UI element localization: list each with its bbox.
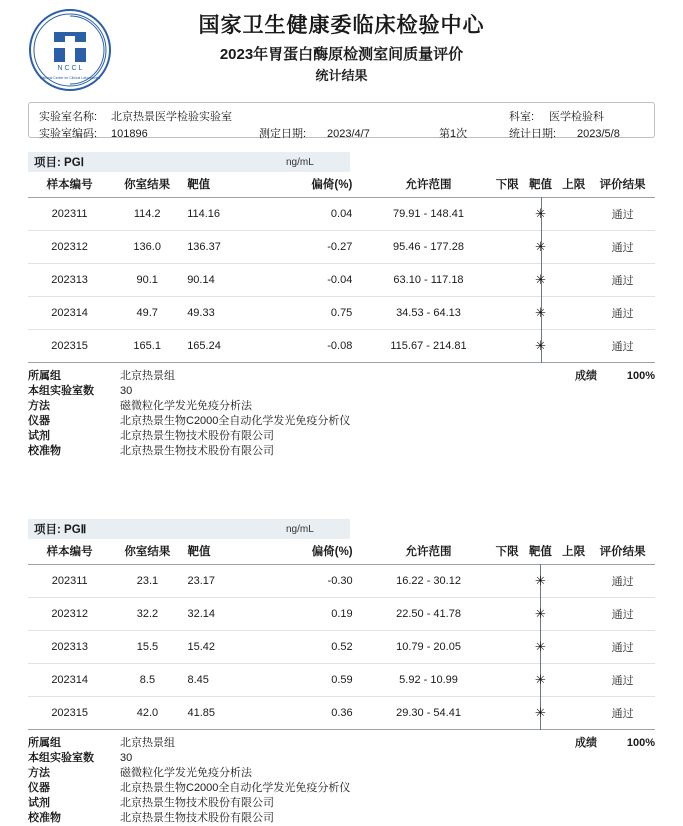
- table-header-row: [28, 539, 655, 565]
- lab-name-label: 实验室名称:: [39, 111, 98, 123]
- meta-value: 北京热景组: [120, 737, 175, 749]
- th-target-mark: 靶值: [524, 539, 557, 565]
- cell-high: [557, 198, 590, 231]
- th-high: 上限: [557, 172, 590, 198]
- meta-row: [28, 369, 655, 384]
- table-row: [28, 664, 655, 697]
- meta-key: 试剂: [28, 797, 50, 809]
- cell-sample: 202311: [28, 565, 111, 598]
- meta-value: 北京热景生物技术股份有限公司: [120, 812, 274, 824]
- cell-sample: 202315: [28, 330, 111, 363]
- cell-your-result: 136.0: [111, 231, 183, 264]
- cell-target: 32.14: [183, 598, 269, 631]
- th-target-mark: 靶值: [524, 172, 557, 198]
- results-table: [28, 539, 655, 730]
- stat-date-label: 统计日期:: [509, 128, 557, 140]
- meta-row: [28, 414, 655, 429]
- cell-evaluation: 通过: [590, 231, 655, 264]
- cell-target: 49.33: [183, 297, 269, 330]
- result-marker-icon: ✳: [534, 605, 546, 621]
- cell-low: [490, 664, 523, 697]
- cell-target-plot: [524, 198, 557, 231]
- item-bar: [28, 519, 350, 539]
- th-target: 靶值: [183, 539, 269, 565]
- meta-row: [28, 796, 655, 811]
- meta-row: [28, 751, 655, 766]
- result-marker-icon: ✳: [535, 205, 546, 221]
- result-section: [0, 152, 683, 505]
- meta-row: [28, 399, 655, 414]
- cell-evaluation: 通过: [590, 264, 655, 297]
- cell-high: [557, 231, 590, 264]
- meta-row: [28, 781, 655, 796]
- th-evaluation: 评价结果: [590, 539, 655, 565]
- cell-low: [491, 264, 524, 297]
- cell-bias: 0.59: [270, 664, 367, 697]
- cell-target-plot: [524, 598, 557, 631]
- cell-evaluation: 通过: [590, 631, 655, 664]
- cell-target: 114.16: [183, 198, 269, 231]
- result-marker-icon: ✳: [535, 238, 546, 254]
- th-evaluation: 评价结果: [590, 172, 655, 198]
- table-row: [28, 264, 655, 297]
- meta-value: 北京热景组: [120, 370, 175, 382]
- cell-sample: 202313: [28, 264, 111, 297]
- report-subtitle: 统计结果: [315, 68, 368, 83]
- meta-row: [28, 811, 655, 826]
- cell-range: 5.92 ‑ 10.99: [367, 664, 491, 697]
- cell-bias: -0.04: [270, 264, 367, 297]
- item-unit: ng/mL: [286, 156, 314, 168]
- meta-key: 校准物: [28, 445, 61, 457]
- cell-target: 41.85: [183, 697, 269, 730]
- meta-key: 仪器: [28, 782, 50, 794]
- lab-info-row-2: [39, 126, 644, 143]
- cell-target-plot: [524, 664, 557, 697]
- cell-evaluation: 通过: [590, 330, 655, 363]
- cell-target: 90.14: [183, 264, 269, 297]
- th-target: 靶值: [183, 172, 269, 198]
- cell-target-plot: [524, 631, 557, 664]
- score-value: 100%: [626, 370, 655, 382]
- cell-range: 79.91 ‑ 148.41: [366, 198, 490, 231]
- lab-code-label: 实验室编码:: [39, 128, 98, 140]
- dept-value: 医学检验科: [549, 111, 604, 123]
- cell-your-result: 42.0: [111, 697, 183, 730]
- th-sample: 样本编号: [28, 539, 111, 565]
- cell-range: 63.10 ‑ 117.18: [366, 264, 490, 297]
- cell-range: 22.50 ‑ 41.78: [367, 598, 491, 631]
- score-label: 成绩: [575, 370, 597, 382]
- cell-sample: 202314: [28, 664, 111, 697]
- result-marker-icon: ✳: [534, 638, 546, 654]
- batch-label: 第1次: [439, 128, 468, 140]
- cell-high: [557, 697, 590, 730]
- meta-key: 校准物: [28, 812, 61, 824]
- cell-evaluation: 通过: [590, 297, 655, 330]
- report-title: 2023年胃蛋白酶原检测室间质量评价: [219, 46, 464, 63]
- section-gap: [0, 459, 683, 505]
- meta-value: 北京热景生物C2000全自动化学发光免疫分析仪: [120, 415, 351, 427]
- score-value: 100%: [626, 737, 655, 749]
- cell-range: 16.22 ‑ 30.12: [367, 565, 491, 598]
- cell-range: 29.30 ‑ 54.41: [367, 697, 491, 730]
- cell-target-plot: [524, 297, 557, 330]
- meta-row: [28, 444, 655, 459]
- nccl-logo: [28, 8, 112, 92]
- th-high: 上限: [557, 539, 590, 565]
- table-row: [28, 631, 655, 664]
- result-marker-icon: ✳: [535, 271, 546, 287]
- cell-sample: 202311: [28, 198, 111, 231]
- cell-sample: 202312: [28, 598, 111, 631]
- cell-low: [490, 565, 523, 598]
- meta-value: 北京热景生物技术股份有限公司: [120, 445, 274, 457]
- cell-sample: 202313: [28, 631, 111, 664]
- cell-high: [557, 664, 590, 697]
- meta-key: 所属组: [28, 737, 61, 749]
- cell-target-plot: [524, 330, 557, 363]
- svg-text:N C C L: N C C L: [57, 65, 83, 72]
- meta-key: 所属组: [28, 370, 61, 382]
- cell-high: [557, 565, 590, 598]
- table-header-row: [28, 172, 655, 198]
- section-meta: [28, 369, 655, 459]
- cell-target: 165.24: [183, 330, 269, 363]
- table-row: [28, 198, 655, 231]
- table-row: [28, 231, 655, 264]
- table-row: [28, 598, 655, 631]
- cell-target-plot: [524, 231, 557, 264]
- cell-bias: 0.19: [270, 598, 367, 631]
- cell-your-result: 32.2: [111, 598, 183, 631]
- cell-evaluation: 通过: [590, 198, 655, 231]
- results-table: [28, 172, 655, 363]
- cell-low: [490, 631, 523, 664]
- lab-info-box: [28, 102, 655, 138]
- th-range: 允许范围: [367, 539, 491, 565]
- score-label: 成绩: [575, 737, 597, 749]
- measure-date-label: 测定日期:: [259, 128, 307, 140]
- cell-target-plot: [524, 264, 557, 297]
- cell-range: 10.79 ‑ 20.05: [367, 631, 491, 664]
- cell-target: 23.17: [183, 565, 269, 598]
- result-section: [0, 519, 683, 826]
- report-header: [0, 0, 683, 96]
- cell-your-result: 49.7: [111, 297, 183, 330]
- cell-target-plot: [524, 697, 557, 730]
- cell-bias: 0.75: [270, 297, 367, 330]
- cell-high: [557, 330, 590, 363]
- table-row: [28, 297, 655, 330]
- sections-host: [0, 152, 683, 826]
- cell-low: [490, 598, 523, 631]
- item-unit: ng/mL: [286, 523, 314, 535]
- cell-low: [491, 330, 524, 363]
- cell-your-result: 15.5: [111, 631, 183, 664]
- item-label: 项目: PGⅡ: [34, 524, 87, 536]
- result-marker-icon: ✳: [535, 337, 546, 353]
- meta-value: 北京热景生物技术股份有限公司: [120, 797, 274, 809]
- meta-row: [28, 766, 655, 781]
- meta-row: [28, 736, 655, 751]
- dept-label: 科室:: [509, 111, 535, 123]
- result-marker-icon: ✳: [534, 671, 546, 687]
- cell-bias: 0.52: [270, 631, 367, 664]
- table-row: [28, 697, 655, 730]
- cell-evaluation: 通过: [590, 565, 655, 598]
- cell-range: 34.53 ‑ 64.13: [366, 297, 490, 330]
- result-marker-icon: ✳: [534, 704, 546, 720]
- cell-high: [557, 631, 590, 664]
- meta-value: 北京热景生物C2000全自动化学发光免疫分析仪: [120, 782, 351, 794]
- meta-value: 磁微粒化学发光免疫分析法: [120, 767, 252, 779]
- nccl-logo-icon: [28, 8, 112, 92]
- cell-target: 8.45: [183, 664, 269, 697]
- cell-sample: 202315: [28, 697, 111, 730]
- meta-key: 方法: [28, 400, 50, 412]
- cell-bias: 0.36: [270, 697, 367, 730]
- cell-high: [557, 297, 590, 330]
- lab-name-value: 北京热景医学检验实验室: [111, 111, 232, 123]
- result-marker-icon: ✳: [534, 572, 546, 588]
- meta-key: 仪器: [28, 415, 50, 427]
- meta-row: [28, 384, 655, 399]
- cell-sample: 202312: [28, 231, 111, 264]
- meta-key: 本组实验室数: [28, 752, 94, 764]
- cell-low: [491, 231, 524, 264]
- cell-evaluation: 通过: [590, 697, 655, 730]
- cell-low: [490, 697, 523, 730]
- svg-text:National Center for Clinical L: National Center for Clinical Laboratories: [39, 76, 101, 80]
- item-label: 项目: PGⅠ: [34, 157, 85, 169]
- page-title: 国家卫生健康委临床检验中心: [198, 14, 485, 37]
- measure-date-value: 2023/4/7: [327, 128, 370, 140]
- th-range: 允许范围: [366, 172, 490, 198]
- cell-high: [557, 264, 590, 297]
- th-bias: 偏倚(%): [270, 172, 367, 198]
- th-bias: 偏倚(%): [270, 539, 367, 565]
- meta-row: [28, 429, 655, 444]
- meta-value: 30: [120, 385, 133, 397]
- meta-key: 方法: [28, 767, 50, 779]
- lab-info-row-1: [39, 109, 644, 126]
- cell-range: 115.67 ‑ 214.81: [366, 330, 490, 363]
- table-row: [28, 565, 655, 598]
- cell-low: [491, 198, 524, 231]
- cell-sample: 202314: [28, 297, 111, 330]
- cell-your-result: 8.5: [111, 664, 183, 697]
- meta-value: 北京热景生物技术股份有限公司: [120, 430, 274, 442]
- th-your-result: 你室结果: [111, 172, 183, 198]
- cell-bias: -0.08: [270, 330, 367, 363]
- cell-bias: 0.04: [270, 198, 367, 231]
- cell-your-result: 23.1: [111, 565, 183, 598]
- meta-value: 磁微粒化学发光免疫分析法: [120, 400, 252, 412]
- meta-value: 30: [120, 752, 133, 764]
- th-your-result: 你室结果: [111, 539, 183, 565]
- result-marker-icon: ✳: [535, 304, 546, 320]
- stat-date-value: 2023/5/8: [577, 128, 620, 140]
- lab-code-value: 101896: [111, 128, 148, 140]
- meta-key: 本组实验室数: [28, 385, 94, 397]
- cell-bias: -0.30: [270, 565, 367, 598]
- cell-your-result: 165.1: [111, 330, 183, 363]
- cell-range: 95.46 ‑ 177.28: [366, 231, 490, 264]
- cell-evaluation: 通过: [590, 598, 655, 631]
- item-bar: [28, 152, 350, 172]
- cell-your-result: 90.1: [111, 264, 183, 297]
- cell-target-plot: [524, 565, 557, 598]
- cell-evaluation: 通过: [590, 664, 655, 697]
- cell-low: [491, 297, 524, 330]
- cell-your-result: 114.2: [111, 198, 183, 231]
- th-sample: 样本编号: [28, 172, 111, 198]
- cell-high: [557, 598, 590, 631]
- th-low: 下限: [491, 172, 524, 198]
- meta-key: 试剂: [28, 430, 50, 442]
- cell-target: 15.42: [183, 631, 269, 664]
- th-low: 下限: [490, 539, 523, 565]
- cell-bias: -0.27: [270, 231, 367, 264]
- section-meta: [28, 736, 655, 826]
- table-row: [28, 330, 655, 363]
- cell-target: 136.37: [183, 231, 269, 264]
